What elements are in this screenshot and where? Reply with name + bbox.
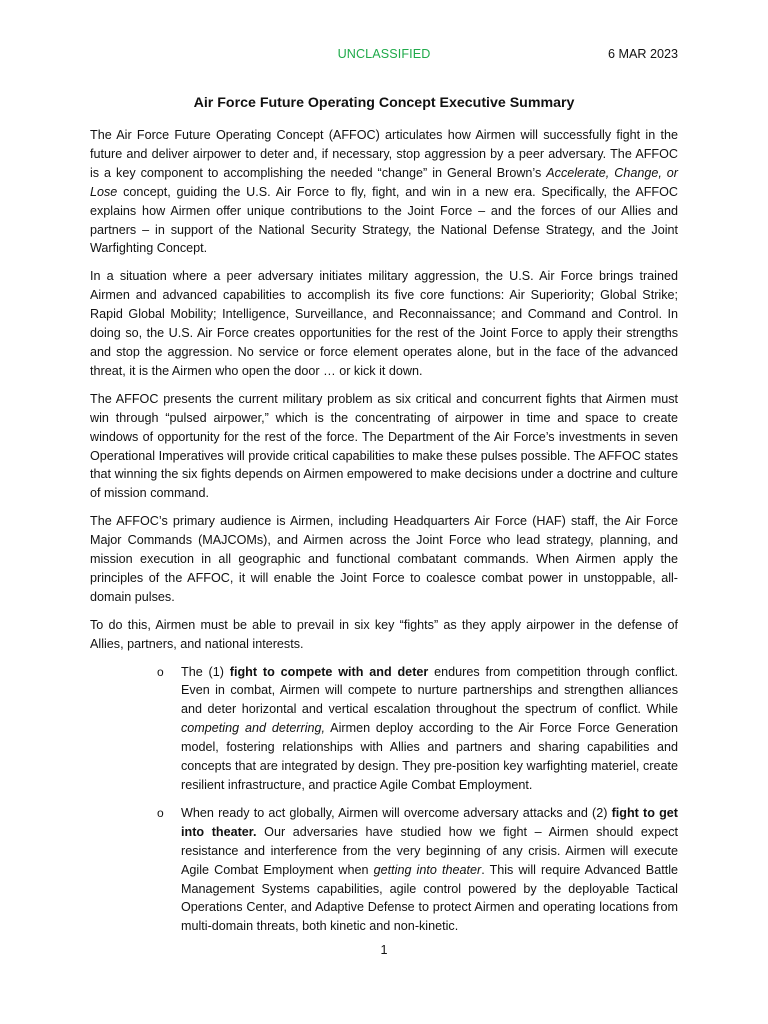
bullet-2-text-a: When ready to act globally, Airmen will overcome adversary attacks and (2): [181, 805, 612, 820]
page-number: 1: [380, 943, 388, 957]
page-header: [90, 47, 678, 65]
list-item: [157, 663, 678, 795]
classification-marking: UNCLASSIFIED: [337, 47, 431, 61]
bullet-2-text-e: . This will require Advanced Battle Management Systems capabilities, agile control powered by the deployable Tactical Operations Center, and Adaptive Defense to protect Airmen and operating locations from multi-domain threats, both kinetic and non-kinetic.: [181, 862, 678, 934]
bullet-1-italic: competing and deterring,: [181, 721, 326, 736]
fights-list: [90, 663, 678, 937]
bullet-2-text-c: Our adversaries have studied how we fight – Airmen should expect resistance and interference from the very beginning of any crisis. Airmen will execute Agile Combat Employment when: [181, 824, 679, 877]
paragraph-2: In a situation where a peer adversary initiates military aggression, the U.S. Air Force brings trained Airmen and advanced capabilities to accomplish its five core functions: Air Superiority; Global Strike; Rapid Global Mobility; Intelligence, Surveillance, and Reconnaissance; and Command and Control. In doing so, the U.S. Air Force creates opportunities for the rest of the Joint Force to apply their strengths and stop the aggression. No service or force element operates alone, but in the face of the advanced threat, it is the Airmen who open the door … or kick it down.: [90, 269, 678, 378]
bullet-marker: o: [157, 805, 164, 820]
paragraph-1: [90, 126, 678, 258]
paragraph-5: To do this, Airmen must be able to prevail in six key “fights” as they apply airpower in the defense of Allies, partners, and national interests.: [90, 617, 678, 651]
bullet-2-bold: fight to get into theater.: [181, 805, 678, 839]
bullet-1-text-e: Airmen deploy according to the Air Force Force Generation model, fostering relationships with Allies and partners and sharing capabilities and concepts that are integrated by design. They pre-position key warfighting materiel, create resilient infrastructure, and practice Agile Combat Employment.: [181, 721, 678, 792]
paragraph-1-italic-title: Accelerate, Change, or Lose: [90, 165, 679, 199]
paragraph-1-text-a: The Air Force Future Operating Concept (AFFOC) articulates how Airmen will successfully fight in the future and deliver airpower to deter and, if necessary, stop aggression by a peer adversary. The AFFOC is a key component to accomplishing the needed “change” in General Brown’s: [90, 128, 678, 180]
paragraph-4: The AFFOC’s primary audience is Airmen, including Headquarters Air Force (HAF) staff, the Air Force Major Commands (MAJCOMs), and Airmen across the Joint Force who lead strategy, planning, and mission execution in all geographic and functional combatant commands. When Airmen apply the principles of the AFFOC, it will enable the Joint Force to coalesce combat power in unstoppable, all-domain pulses.: [90, 514, 678, 604]
bullet-1-text-c: endures from competition through conflict. Even in combat, Airmen will compete to nurture partnerships and strengthen alliances and deter horizontal and vertical escalation throughout the spectrum of conflict. While: [181, 664, 678, 717]
document-title: Air Force Future Operating Concept Executive Summary: [193, 95, 575, 111]
bullet-1-bold: fight to compete with and deter: [229, 664, 429, 679]
bullet-2-italic: getting into theater: [373, 862, 482, 877]
bullet-1-text-a: The (1): [181, 664, 230, 679]
bullet-marker: o: [157, 664, 164, 679]
list-item: [157, 804, 679, 936]
document-body: [90, 126, 678, 945]
paragraph-3: The AFFOC presents the current military problem as six critical and concurrent fights that Airmen must win through “pulsed airpower,” which is the concentrating of airpower in time and space to create windows of opportunity for the rest of the force. The Department of the Air Force’s investments in seven Operational Imperatives will provide critical capabilities to make these pulses possible. The AFFOC states that winning the six fights depends on Airmen empowered to make decisions under a doctrine and culture of mission command.: [90, 391, 678, 501]
paragraph-1-text-c: concept, guiding the U.S. Air Force to fly, fight, and win in a new era. Specifically, the AFFOC explains how Airmen offer unique contributions to the Joint Force – and the forces of our Allies and partners – in support of the National Security Strategy, the National Defense Strategy, and the Joint Warfighting Concept.: [90, 184, 678, 256]
document-date: 6 MAR 2023: [607, 47, 678, 61]
